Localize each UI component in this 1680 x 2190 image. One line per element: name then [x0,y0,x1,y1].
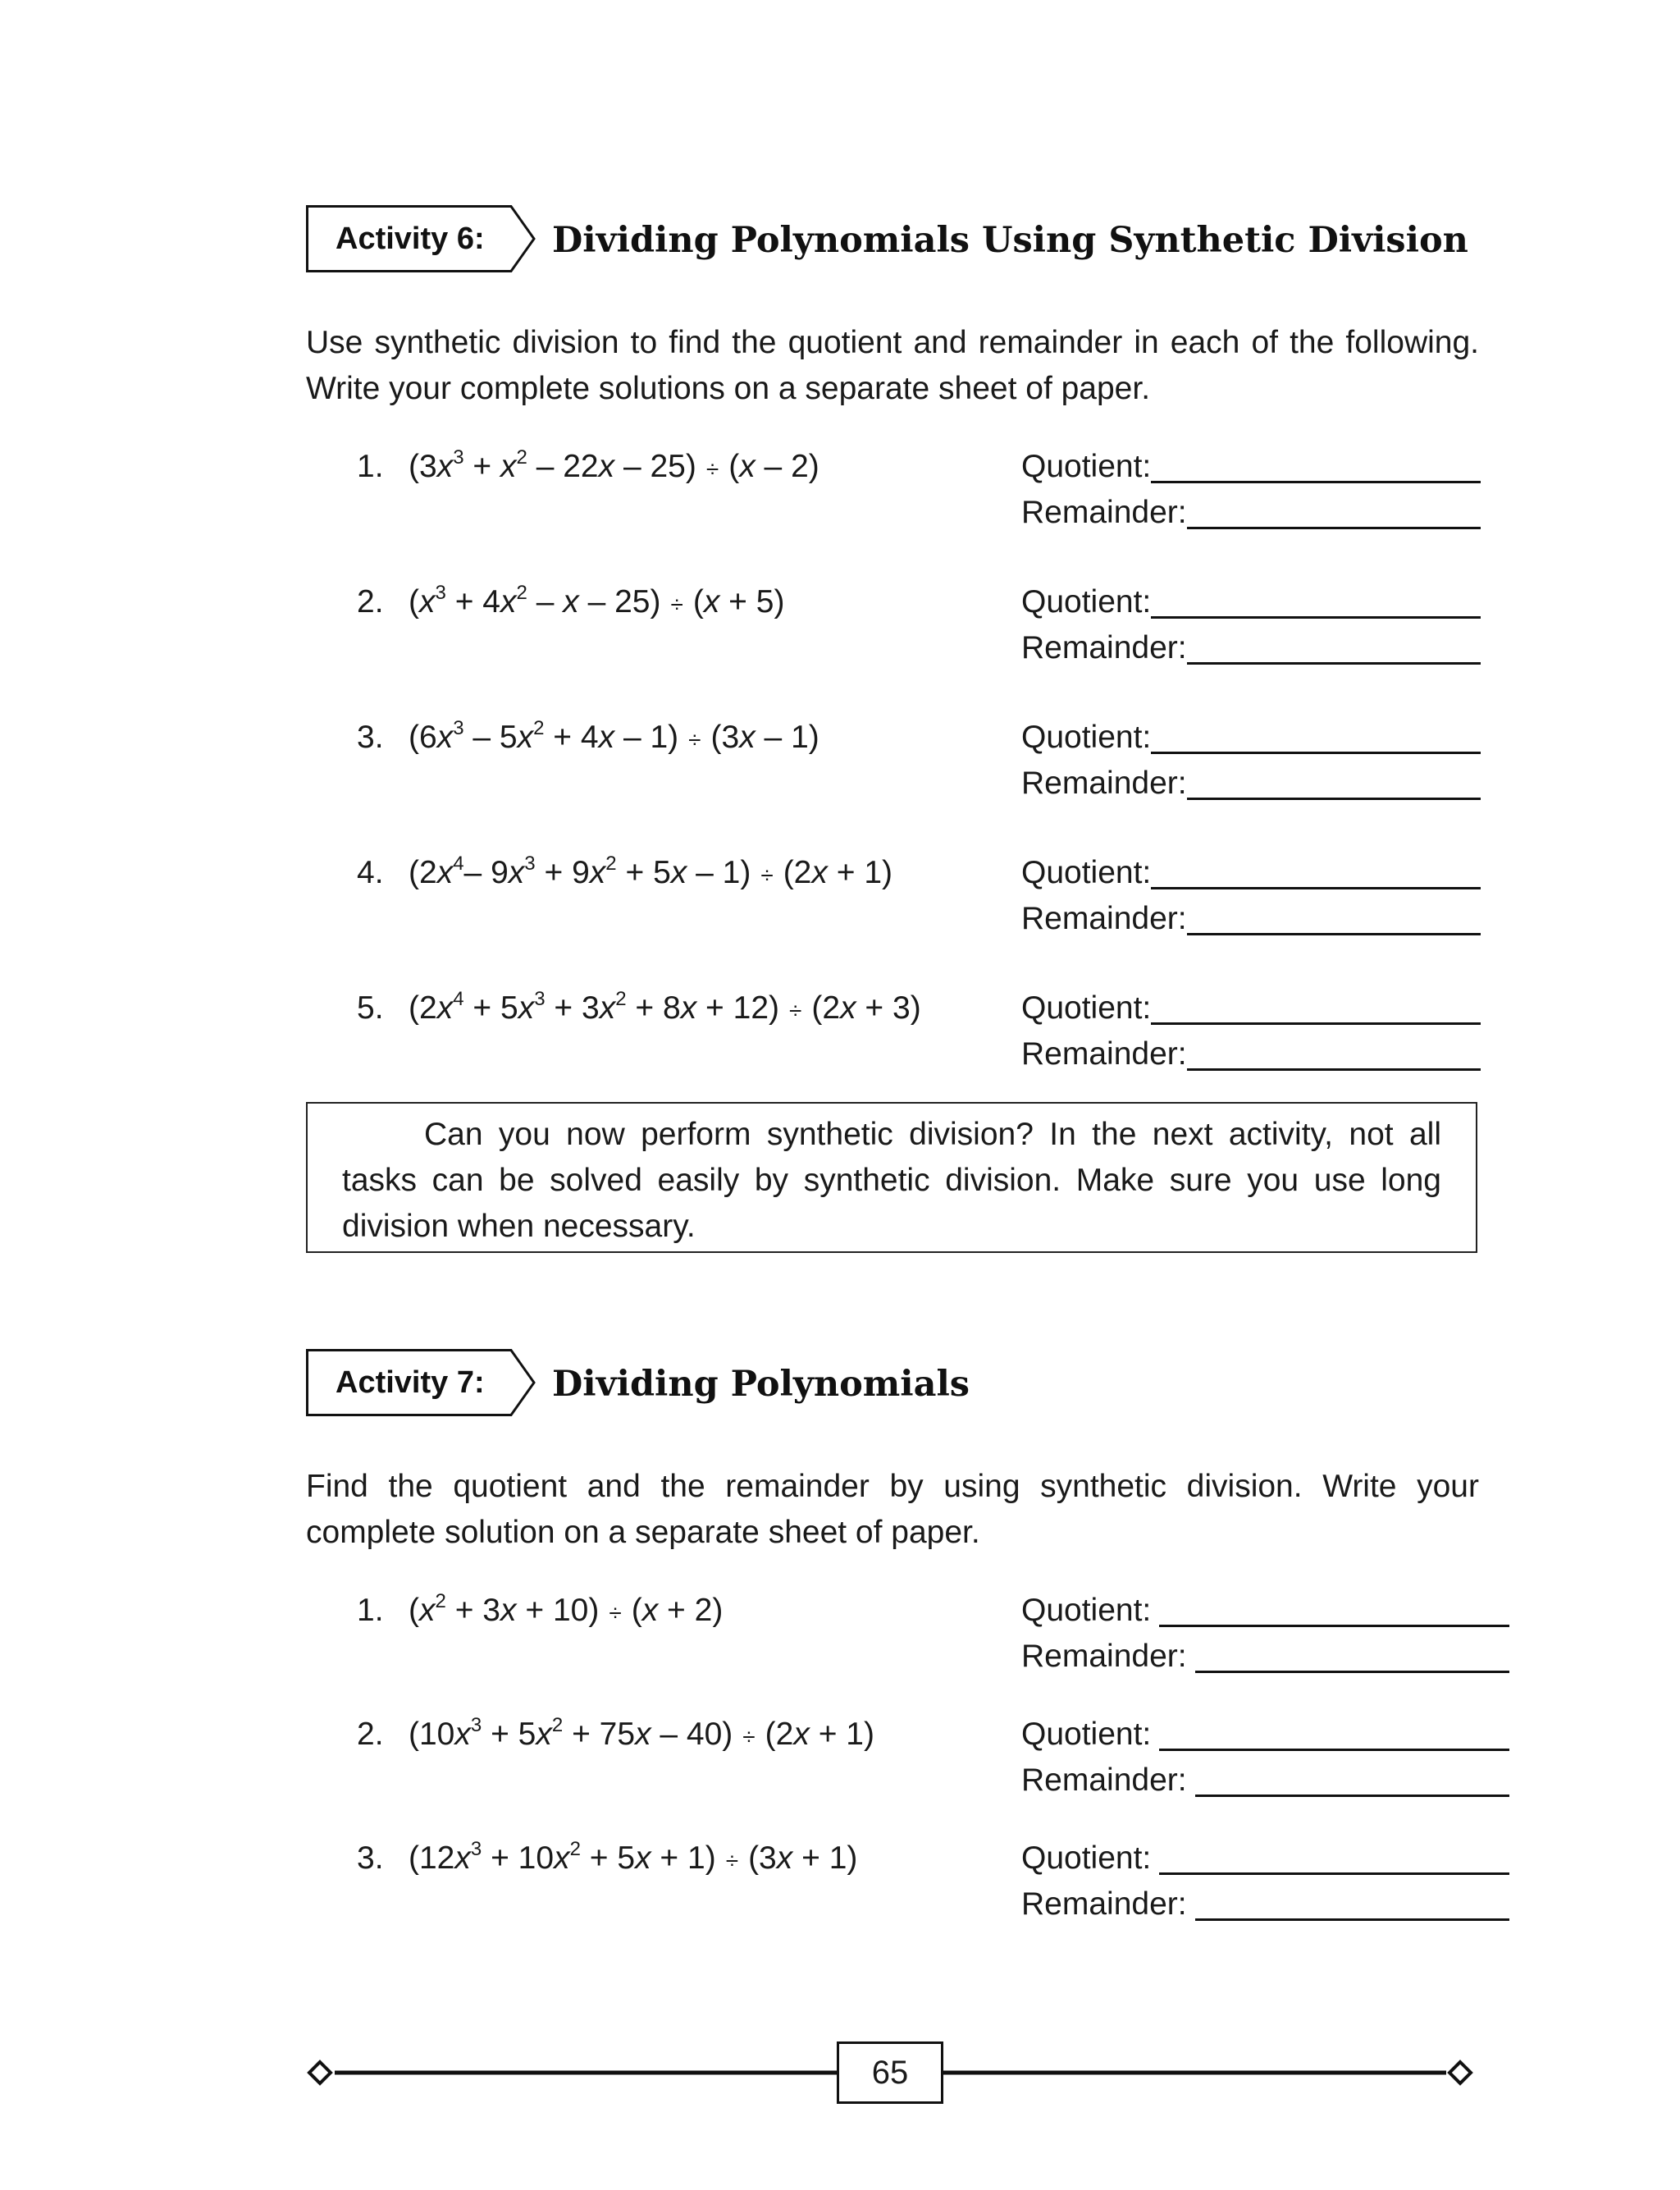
note-text: Can you now perform synthetic division? In the next activity, not all tasks can be solved easily by synthetic division. Make sure you use long division when necessary. [342,1117,1441,1244]
instructions: Find the quotient and the remainder by using synthetic division. Write your complete solution on a separate sheet of paper. [306,1469,1479,1550]
remainder-blank[interactable] [1187,1039,1481,1071]
answer-fields [1021,1712,1509,1804]
problem-number: 2. [357,584,384,620]
quotient-label: Quotient: [1021,449,1152,484]
activity-title: Dividing Polynomials [552,1364,970,1405]
activity-7-section [306,1349,1479,1959]
problem-expression: $(x^3 + 4x^2 - x - 25) \div (x + 5)$ [409,582,785,620]
problem-item [306,715,1479,850]
note-box [306,1102,1477,1253]
activity-tag [306,1349,536,1416]
activity-tag [306,205,536,272]
problem-item [306,1712,1479,1836]
remainder-label: Remainder: [1021,1639,1187,1674]
quotient-line [1021,1712,1509,1758]
problem-expression: $(6x^3 - 5x^2 + 4x - 1) \div (3x - 1)$ [409,717,819,755]
remainder-line [1021,1881,1509,1927]
activity-title: Dividing Polynomials Using Synthetic Division [552,220,1468,261]
remainder-label: Remainder: [1021,1763,1187,1798]
remainder-label: Remainder: [1021,630,1187,665]
diamond-left-icon [309,2062,331,2083]
problem-expression: $(12x^3 + 10x^2 + 5x + 1) \div (3x + 1)$ [409,1838,858,1876]
activity-tag-label: Activity 7: [336,1365,485,1400]
remainder-blank[interactable] [1187,497,1481,529]
quotient-line [1021,715,1481,761]
activity-header [306,1349,1479,1416]
problem-item [306,1588,1479,1712]
quotient-label: Quotient: [1021,990,1152,1026]
quotient-blank[interactable] [1159,1843,1509,1875]
remainder-blank[interactable] [1187,633,1481,665]
activity-header [306,205,1479,272]
quotient-label: Quotient: [1021,720,1152,755]
problem-number: 1. [357,1593,384,1628]
remainder-label: Remainder: [1021,901,1187,936]
diamond-right-icon [1449,2062,1471,2083]
quotient-label: Quotient: [1021,1717,1152,1752]
remainder-label: Remainder: [1021,766,1187,801]
answer-fields [1021,850,1481,942]
remainder-blank[interactable] [1195,1889,1509,1921]
problem-number: 1. [357,449,384,484]
problem-expression: $(x^2 + 3x + 10) \div (x + 2)$ [409,1590,724,1628]
problem-expression: $(2x^4 + 5x^3 + 3x^2 + 8x + 12) \div (2x + 3)$ [409,988,921,1026]
problem-number: 5. [357,990,384,1026]
quotient-line [1021,579,1481,625]
problem-expression: $(10x^3 + 5x^2 + 75x - 40) \div (2x + 1)$ [409,1714,874,1752]
problem-item [306,579,1479,715]
quotient-blank[interactable] [1151,587,1481,619]
remainder-blank[interactable] [1195,1641,1509,1673]
remainder-line [1021,490,1481,536]
problem-number: 2. [357,1717,384,1752]
page-footer [0,2041,1680,2107]
remainder-line [1021,761,1481,807]
page-number: 65 [837,2041,943,2104]
quotient-blank[interactable] [1151,722,1481,754]
quotient-label: Quotient: [1021,855,1152,890]
problem-number: 4. [357,855,384,890]
remainder-label: Remainder: [1021,1036,1187,1072]
problem-list [306,444,1479,1121]
quotient-blank[interactable] [1151,857,1481,889]
problem-number: 3. [357,1840,384,1876]
answer-fields [1021,985,1481,1077]
activity-6-section [306,205,1479,1121]
problem-expression: $(3x^3 + x^2 - 22x - 25) \div (x - 2)$ [409,446,819,484]
remainder-label: Remainder: [1021,1886,1187,1922]
activity-tag-label: Activity 6: [336,222,485,256]
remainder-blank[interactable] [1187,768,1481,800]
answer-fields [1021,579,1481,671]
remainder-line [1021,896,1481,942]
quotient-line [1021,985,1481,1031]
remainder-line [1021,1031,1481,1077]
instructions: Use synthetic division to find the quotient and remainder in each of the following. Write your complete solutions on a separate sheet of paper. [306,325,1479,406]
quotient-label: Quotient: [1021,584,1152,620]
quotient-blank[interactable] [1159,1595,1509,1627]
problem-item [306,985,1479,1121]
answer-fields [1021,715,1481,807]
answer-fields [1021,444,1481,536]
quotient-blank[interactable] [1159,1719,1509,1751]
quotient-label: Quotient: [1021,1593,1152,1628]
quotient-blank[interactable] [1151,451,1481,483]
remainder-blank[interactable] [1187,903,1481,935]
quotient-label: Quotient: [1021,1840,1152,1876]
remainder-label: Remainder: [1021,495,1187,530]
problem-expression: ($2x^4-$ $9x^3 + 9x^2 + 5x - 1) \div (2x + 1)$ [409,853,892,890]
problem-item [306,1836,1479,1959]
problem-item [306,444,1479,579]
remainder-line [1021,1634,1509,1680]
answer-fields [1021,1836,1509,1927]
remainder-line [1021,1758,1509,1804]
quotient-line [1021,444,1481,490]
answer-fields [1021,1588,1509,1680]
quotient-line [1021,850,1481,896]
problem-list [306,1588,1479,1959]
problem-item [306,850,1479,985]
remainder-line [1021,625,1481,671]
quotient-line [1021,1836,1509,1881]
problem-number: 3. [357,720,384,755]
quotient-line [1021,1588,1509,1634]
quotient-blank[interactable] [1151,993,1481,1025]
remainder-blank[interactable] [1195,1765,1509,1797]
